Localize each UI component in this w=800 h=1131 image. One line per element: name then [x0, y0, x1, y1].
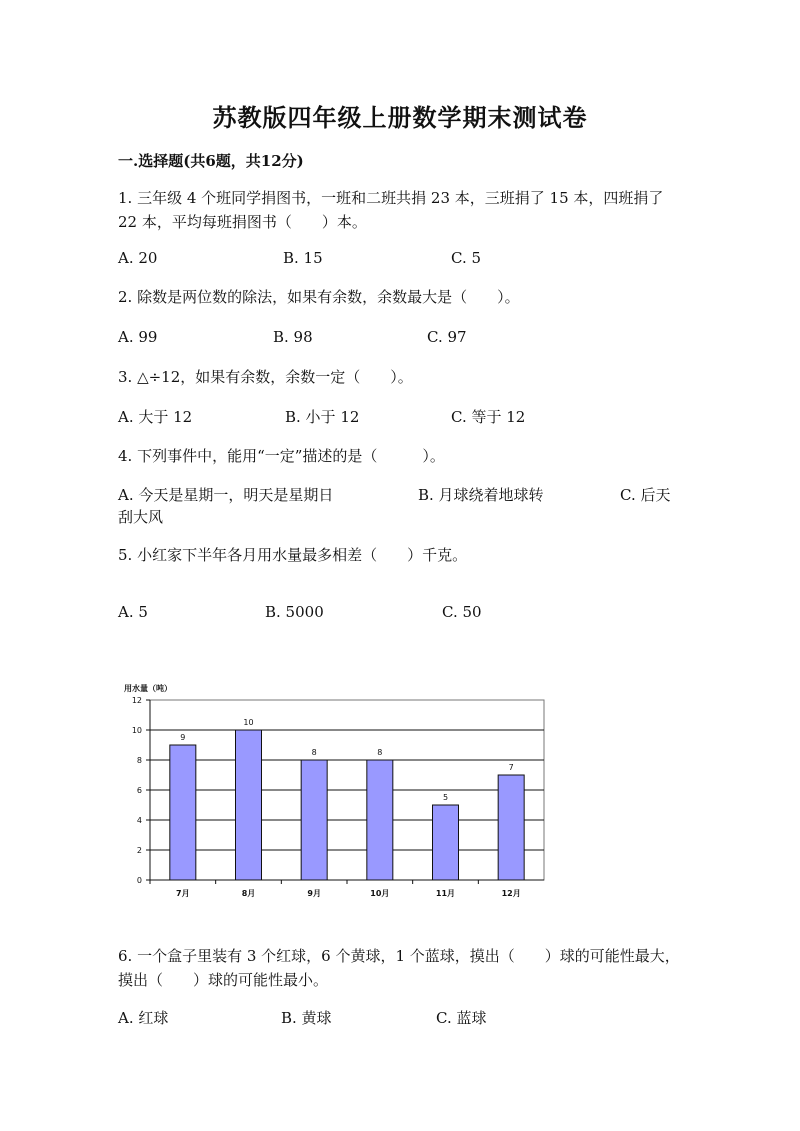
question-3: 3. △÷12，如果有余数，余数一定（ ）。	[118, 368, 413, 386]
q1-option-b[interactable]: B. 15	[283, 249, 323, 267]
chart-y-axis-title: 用水量（吨）	[124, 684, 172, 693]
bar-10月	[367, 760, 393, 880]
y-tick-label: 12	[131, 696, 142, 705]
q2-option-a[interactable]: A. 99	[118, 328, 158, 346]
q5-option-c[interactable]: C. 50	[442, 603, 482, 621]
y-tick-label: 10	[131, 726, 142, 735]
q3-option-c[interactable]: C. 等于 12	[451, 408, 526, 426]
bar-7月	[170, 745, 196, 880]
page-title: 苏教版四年级上册数学期末测试卷	[212, 103, 588, 132]
x-tick-label: 12月	[501, 889, 521, 898]
q3-option-a[interactable]: A. 大于 12	[118, 408, 193, 426]
q2-option-c[interactable]: C. 97	[427, 328, 467, 346]
bar-8月	[236, 730, 262, 880]
bar-9月	[301, 760, 327, 880]
data-label: 9	[180, 733, 186, 742]
chart-bars	[170, 730, 524, 880]
question-4: 4. 下列事件中，能用“一定”描述的是（ ）。	[118, 447, 445, 465]
q1-option-a[interactable]: A. 20	[118, 249, 158, 267]
q4-option-c-continued[interactable]: 刮大风	[118, 508, 164, 526]
question-2: 2. 除数是两位数的除法，如果有余数，余数最大是（ ）。	[118, 288, 520, 306]
data-label: 5	[442, 793, 449, 802]
data-label: 7	[508, 763, 514, 772]
x-tick-label: 9月	[307, 889, 321, 898]
y-tick-label: 8	[136, 756, 142, 765]
x-tick-label: 10月	[370, 889, 390, 898]
y-tick-label: 6	[136, 786, 142, 795]
question-6: 6. 一个盒子里装有 3 个红球，6 个黄球，1 个蓝球，摸出（ ）球的可能性最大，摸出（ ）球的可能性最小。	[118, 947, 680, 989]
q2-option-b[interactable]: B. 98	[273, 328, 313, 346]
question-5: 5. 小红家下半年各月用水量最多相差（ ）千克。	[118, 546, 468, 564]
section-heading: 一.选择题(共6题，共12分)	[118, 152, 304, 170]
y-tick-label: 0	[136, 876, 142, 885]
y-tick-label: 2	[136, 846, 142, 855]
chart-grid	[150, 700, 544, 880]
q3-option-b[interactable]: B. 小于 12	[285, 408, 360, 426]
question-1: 1. 三年级 4 个班同学捐图书，一班和二班共捐 23 本，三班捐了 15 本，四班捐了 22 本，平均每班捐图书（ ）本。	[118, 189, 664, 231]
bar-11月	[433, 805, 459, 880]
q1-option-c[interactable]: C. 5	[451, 249, 482, 267]
q4-option-c[interactable]: C. 后天	[620, 486, 671, 504]
water-usage-bar-chart	[118, 680, 558, 900]
q4-option-b[interactable]: B. 月球绕着地球转	[418, 486, 544, 504]
q6-option-b[interactable]: B. 黄球	[281, 1009, 332, 1027]
data-label: 10	[243, 718, 254, 727]
bar-12月	[498, 775, 524, 880]
data-label: 8	[311, 748, 317, 757]
x-tick-label: 11月	[435, 889, 456, 898]
x-tick-label: 8月	[241, 889, 256, 898]
data-label: 8	[377, 748, 383, 757]
q6-option-a[interactable]: A. 红球	[118, 1009, 169, 1027]
x-tick-label: 7月	[176, 889, 190, 898]
y-tick-label: 4	[136, 816, 142, 825]
q6-option-c[interactable]: C. 蓝球	[436, 1009, 487, 1027]
q4-option-a[interactable]: A. 今天是星期一，明天是星期日	[118, 486, 334, 504]
q5-option-a[interactable]: A. 5	[118, 603, 148, 621]
q5-option-b[interactable]: B. 5000	[265, 603, 324, 621]
